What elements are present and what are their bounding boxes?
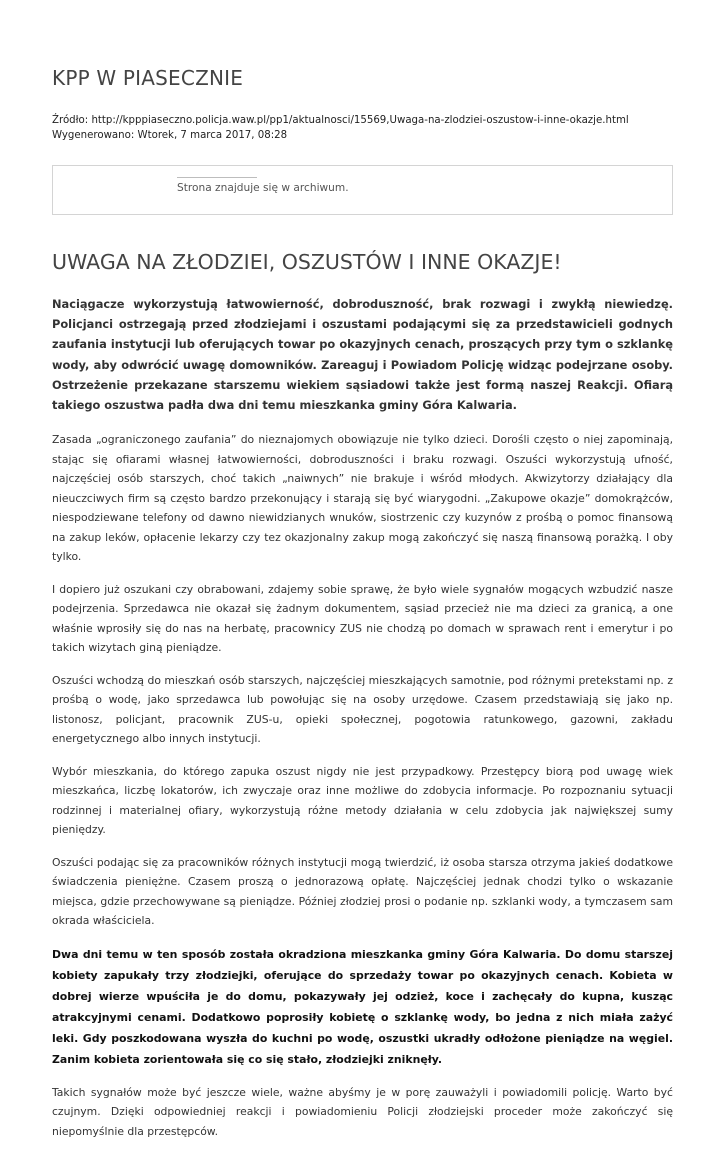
document-meta — [52, 114, 629, 143]
source-line: Źródło: http://kpppiaseczno.policja.waw.pl/pp1/aktualnosci/15569,Uwaga-na-zlodziei-oszustow-i-inne-okazje.html — [52, 115, 629, 126]
archive-notice-text: Strona znajduje się w archiwum. — [177, 182, 349, 194]
article-paragraph: Zasada „ograniczonego zaufania” do nieznajomych obowiązuje nie tylko dzieci. Dorośli często o niej zapominają, stając się ofiarami własnej łatwowierności, dobroduszności i braku rozwagi. Oszuści wykorzystują ufność, najczęściej osób starszych, choć takich „naiwnych” nie brakuje i wśród młodych. Akwizytorzy działający dla nieuczciwych firm są często bardzo przekonujący i starają się być wiarygodni. „Zakupowe okazje” domokrążców, niespodziewane telefony od dawno niewidzianych wnuków, siostrzenic czy kuzynów z prośbą o pomoc finansową na zakup leków, opłacenie lekarzy czy tez okazjonalny zakup mogą zakończyć się naszą finansową porażką. I oby tylko. — [52, 433, 673, 563]
archive-notice — [52, 165, 673, 215]
site-title: KPP W PIASECZNIE — [52, 66, 244, 90]
article-lead: Naciągacze wykorzystują łatwowierność, dobroduszność, brak rozwagi i zwykłą niewiedzę. Policjanci ostrzegają przed złodziejami i oszustami podającymi się za przedstawicieli godnych zaufania instytucji lub oferujących towar po okazyjnych cenach, proszących przy tym o szklankę wody, aby odwrócić uwagę domowników. Zareaguj i Powiadom Policję widząc podejrzane osoby. Ostrzeżenie przekazane starszemu wiekiem sąsiadowi także jest formą naszej Reakcji. Ofiarą takiego oszustwa padła dwa dni temu mieszkanka gminy Góra Kalwaria. — [52, 297, 673, 413]
article-paragraph-highlight: Dwa dni temu w ten sposób została okradziona mieszkanka gminy Góra Kalwaria. Do domu starszej kobiety zapukały trzy złodziejki, oferujące do sprzedaży towar po okazyjnych cenach. Kobieta w dobrej wierze wpuściła je do domu, pokazywały jej odzież, koce i zachęcały do kupna, kusząc atrakcyjnymi cenami. Dodatkowo poprosiły kobietę o szklankę wody, bo jedna z nich miała zażyć leki. Gdy poszkodowana wyszła do kuchni po wodę, oszustki ukradły odłożone pieniądze na węgiel. Zanim kobieta zorientowała się co się stało, złodziejki zniknęły. — [52, 947, 673, 1066]
article-paragraph: I dopiero już oszukani czy obrabowani, zdajemy sobie sprawę, że było wiele sygnałów mogących wzbudzić nasze podejrzenia. Sprzedawca nie okazał się żadnym dokumentem, sąsiad przecież nie ma dzieci za granicą, a one właśnie wprosiły się do nas na herbatę, pracownicy ZUS nie chodzą po domach w sprawach rent i emerytur i po takich wizytach giną pieniądze. — [52, 582, 673, 654]
archive-divider — [177, 177, 257, 178]
article-body — [52, 430, 673, 1154]
article-paragraph: Takich sygnałów może być jeszcze wiele, ważne abyśmy je w porę zauważyli i powiadomili policję. Warto być czujnym. Dzięki odpowiedniej reakcji i powiadomieniu Policji złodziejski proceder może zakończyć się niepomyślnie dla przestępców. — [52, 1085, 673, 1138]
generated-line: Wygenerowano: Wtorek, 7 marca 2017, 08:28 — [52, 129, 288, 141]
article-paragraph: Wybór mieszkania, do którego zapuka oszust nigdy nie jest przypadkowy. Przestępcy biorą pod uwagę wiek mieszkańca, liczbę lokatorów, ich zwyczaje oraz inne możliwe do zdobycia informacje. Po rozpoznaniu sytuacji rodzinnej i materialnej ofiary, wykorzystują różne metody działania w celu zdobycia jak największej sumy pieniędzy. — [52, 764, 673, 836]
article-paragraph: Oszuści podając się za pracowników różnych instytucji mogą twierdzić, iż osoba starsza otrzyma jakieś dodatkowe świadczenia pieniężne. Czasem proszą o jednorazową opłatę. Najczęściej jednak chodzi tylko o wskazanie miejsca, gdzie przechowywane są pieniądze. Później złodziej prosi o podanie np. szklanki wody, a tymczasem sam okrada właściciela. — [52, 855, 673, 927]
article-paragraph: Oszuści wchodzą do mieszkań osób starszych, najczęściej mieszkających samotnie, pod różnymi pretekstami np. z prośbą o wodę, jako sprzedawca lub powołując się na osoby urzędowe. Czasem przedstawiają się jako np. listonosz, policjant, pracownik ZUS-u, opieki społecznej, pogotowia ratunkowego, gazowni, zakładu energetycznego albo innych instytucji. — [52, 673, 673, 745]
article-title: UWAGA NA ZŁODZIEI, OSZUSTÓW I INNE OKAZJE! — [52, 250, 562, 274]
